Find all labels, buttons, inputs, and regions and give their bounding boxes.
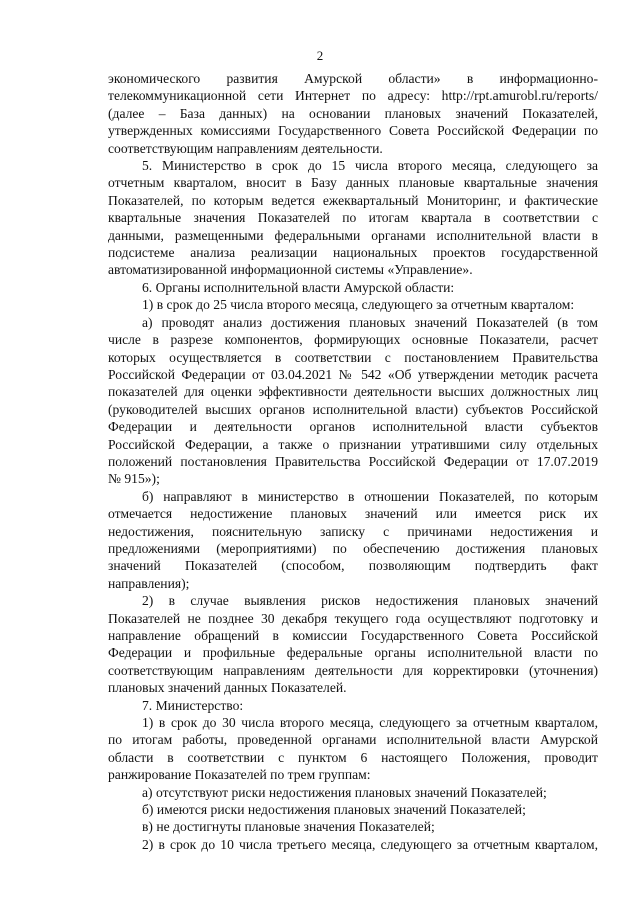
text-line: направления); [108, 575, 190, 591]
page-number: 2 [316, 48, 324, 63]
text-line: а) проводят анализ достижения плановых значений Показателей (в том [142, 314, 598, 330]
text-line: Федерации и деятельности органов исполнительной власти субъектов [108, 419, 598, 435]
text-line: 7. Министерство: [142, 697, 244, 713]
document-body [108, 70, 598, 853]
text-line: Показателей не позднее 30 декабря текущего года осуществляют подготовку и [108, 610, 598, 626]
text-line: 2) в срок до 10 числа третьего месяца, следующего за отчетным кварталом, [142, 836, 598, 852]
text-line: 1) в срок до 25 числа второго месяца, следующего за отчетным кварталом: [142, 297, 575, 313]
text-line: Российской Федерации от 03.04.2021 № 542 «Об утверждении методик расчета [108, 366, 598, 382]
text-line: б) имеются риски недостижения плановых значений Показателей; [142, 802, 526, 818]
text-line: утвержденных комиссиями Государственного Совета Российской Федерации по [108, 123, 598, 139]
text-line: автоматизированной информационной системы «Управление». [108, 262, 473, 278]
text-line: которых осуществляется в соответствии с постановлением Правительства [108, 349, 598, 365]
text-line: подсистеме анализа реализации национальных проектов государственной [108, 245, 598, 261]
text-line: в) не достигнуты плановые значения Показателей; [142, 819, 435, 835]
text-line: 2) в случае выявления рисков недостижения плановых значений [142, 593, 598, 609]
text-line: (руководителей высших органов исполнительной власти) субъектов Российской [108, 401, 598, 417]
text-line: (далее – База данных) на основании плановых значений Показателей, [108, 105, 598, 121]
text-line: соответствующим направлениям деятельности для корректировки (уточнения) [108, 662, 598, 678]
text-line: отчетным кварталом, вносит в Базу данных плановые квартальные значения [108, 175, 598, 191]
text-line: а) отсутствуют риски недостижения плановых значений Показателей; [142, 784, 547, 800]
text-line: квартальные значения Показателей по итогам квартала в соответствии с [108, 210, 598, 226]
text-line: направление обращений в комиссии Государственного Совета Российской [108, 628, 598, 643]
text-line: телекоммуникационной сети Интернет по адресу: http://rpt.amurobl.ru/reports/ [108, 88, 598, 104]
text-line: плановых значений данных Показателей. [108, 680, 347, 696]
text-line: недостижения, пояснительную записку с причинами недостижения и [108, 523, 598, 539]
text-line: области в соответствии с пунктом 6 настоящего Положения, проводит [108, 749, 598, 765]
text-line: Показателей, по которым ведется ежеквартальный Мониторинг, и фактические [108, 192, 598, 208]
text-line: по итогам работы, проведенной органами исполнительной власти Амурской [108, 732, 598, 748]
text-line: Федерации и профильные федеральные органы исполнительной власти по [108, 645, 598, 661]
text-line: б) направляют в министерство в отношении Показателей, по которым [142, 488, 598, 504]
text-line: соответствующим направлениям деятельности. [108, 140, 383, 156]
text-line: положений постановления Правительства Российской Федерации от 17.07.2019 [108, 453, 598, 469]
text-line: предложениями (мероприятиями) по обеспечению достижения плановых [108, 540, 598, 556]
text-line: данными, размещенными федеральными органами исполнительной власти в [108, 227, 598, 243]
text-line: № 915»); [108, 471, 160, 487]
text-line: 6. Органы исполнительной власти Амурской области: [142, 279, 455, 295]
text-line: экономического развития Амурской области» в информационно- [108, 71, 598, 86]
text-line: Российской Федерации, а также о признании утратившими силу отдельных [108, 436, 598, 452]
text-line: отмечается недостижение плановых значений или имеется риск их [108, 506, 598, 522]
text-line: числе в разрезе компонентов, формирующих основные Показатели, расчет [108, 332, 598, 348]
text-line: значений Показателей (способом, позволяющим подтвердить факт [108, 558, 598, 574]
text-line: 5. Министерство в срок до 15 числа второго месяца, следующего за [142, 158, 598, 174]
text-line: ранжирование Показателей по трем группам: [108, 767, 371, 783]
text-line: показателей для оценки эффективности деятельности высших должностных лиц [108, 384, 598, 400]
text-line: 1) в срок до 30 числа второго месяца, следующего за отчетным кварталом, [142, 715, 598, 731]
